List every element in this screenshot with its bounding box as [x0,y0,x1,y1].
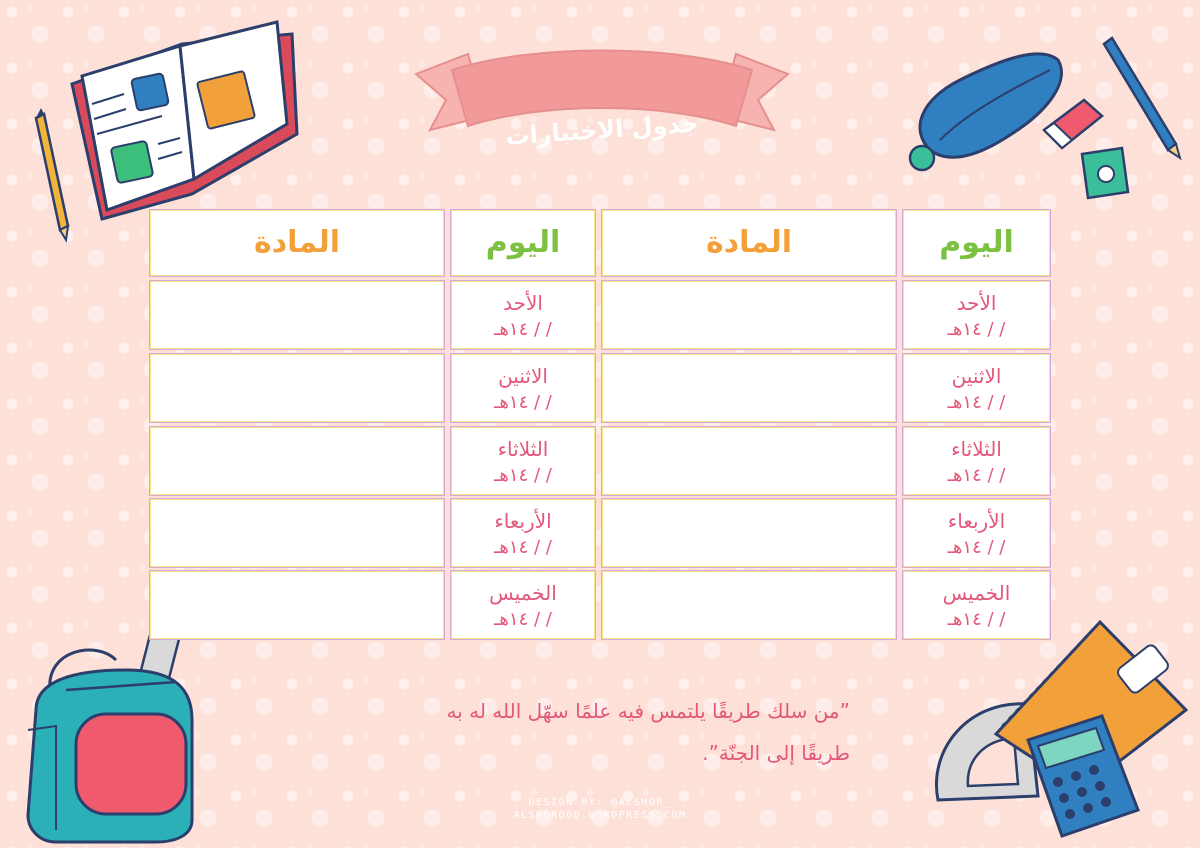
subject-cell-left[interactable] [149,570,445,640]
calculator-icon [1020,712,1146,840]
day-name: الاثنين [498,364,548,388]
subject-cell-right[interactable] [601,570,897,640]
day-date: / / ١٤هـ [947,609,1006,630]
pencil-icon [1100,34,1184,160]
day-name: الأربعاء [947,509,1006,533]
day-cell-left [450,280,596,350]
page-title: جدول الاختبارات [504,109,700,151]
hadith-quote [330,690,850,774]
pencil-icon [26,108,76,244]
design-credit [480,796,720,822]
day-cell-right [902,353,1051,423]
day-cell-right [902,570,1051,640]
subject-cell-right[interactable] [601,353,897,423]
day-date: / / ١٤هـ [494,319,552,340]
day-cell-left [450,498,596,568]
day-name: الاثنين [951,364,1002,388]
credit-line-1: DESIGN BY: @ALSHOR_ [528,797,672,808]
day-name: الأحد [503,291,543,315]
backpack-icon [16,630,202,844]
subject-cell-left[interactable] [149,426,445,496]
day-name: الثلاثاء [951,437,1002,461]
day-date: / / ١٤هـ [947,465,1006,486]
subject-cell-right[interactable] [601,498,897,568]
open-book-icon [62,14,302,224]
header-subject-right: المادة [601,209,897,277]
credit-line-2: ALSHOROOQ.WORDPRESS.COM [513,810,687,821]
subject-cell-left[interactable] [149,353,445,423]
quote-line-1: ”من سلك طريقًا يلتمس فيه علمًا سهّل الله له به [446,699,850,723]
day-date: / / ١٤هـ [494,392,552,413]
subject-cell-left[interactable] [149,280,445,350]
day-name: الأربعاء [494,509,552,533]
day-date: / / ١٤هـ [494,537,552,558]
day-date: / / ١٤هـ [947,392,1006,413]
day-date: / / ١٤هـ [947,319,1006,340]
day-date: / / ١٤هـ [494,609,552,630]
day-cell-left [450,570,596,640]
header-day-right: اليوم [902,209,1051,277]
day-cell-right [902,426,1051,496]
quote-line-2: طريقًا إلى الجنّة”. [702,741,850,765]
header-day-left: اليوم [450,209,596,277]
header-subject-left: المادة [149,209,445,277]
day-name: الخميس [942,581,1011,605]
subject-cell-right[interactable] [601,426,897,496]
day-date: / / ١٤هـ [494,465,552,486]
day-name: الثلاثاء [497,437,549,461]
day-name: الخميس [489,581,557,605]
day-date: / / ١٤هـ [947,537,1006,558]
day-cell-right [902,280,1051,350]
title-ribbon [412,44,792,156]
subject-cell-left[interactable] [149,498,445,568]
day-cell-left [450,426,596,496]
day-cell-right [902,498,1051,568]
day-cell-left [450,353,596,423]
subject-cell-right[interactable] [601,280,897,350]
day-name: الأحد [956,291,997,315]
